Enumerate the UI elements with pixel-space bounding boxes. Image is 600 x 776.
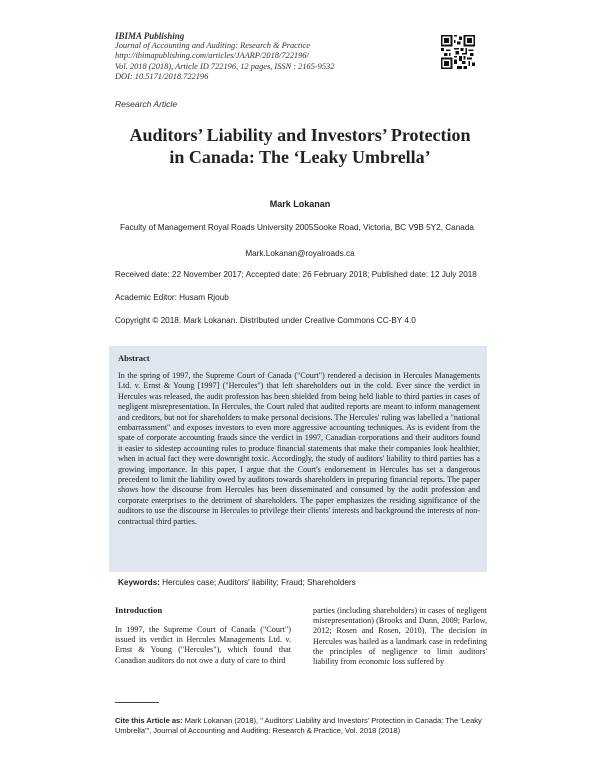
article-url[interactable]: http://ibimapublishing.com/articles/JAARP/2018/722196/ [115,51,309,61]
title-line-2: in Canada: The ‘Leaky Umbrella’ [169,147,431,167]
author-name: Mark Lokanan [269,199,331,209]
keywords-label: Keywords: [118,578,160,587]
author-email[interactable]: Mark.Lokanan@royalroads.ca [245,249,355,258]
affiliation: Faculty of Management Royal Roads University 2005Sooke Road, Victoria, BC V9B 5Y2, Canada [120,223,474,232]
introduction-column-2: parties (including shareholders) in cases of negligent misrepresentation) (Brooks and Dunn, 2009; Parlow, 2012; Rosen and Rosen, 2010). The decision in Hercules was hailed as a landmark case in redefining the principles of negligence to limit auditors' liability from economic loss suffered by [313,606,487,667]
academic-editor: Academic Editor: Husam Rjoub [115,293,229,302]
footnote-divider [115,702,159,703]
citation-text: Mark Lokanan (2018), " Auditors' Liability and Investors' Protection in Canada: The 'Leaky Umbrella'", Journal of Accounting and Auditing: Research & Practice, Vol. 2018 (2018) [115,716,482,735]
doi[interactable]: DOI: 10.5171/2018.722196 [115,71,209,81]
citation-label: Cite this Article as: [115,716,183,725]
paper-title [100,124,500,168]
article-type: Research Article [115,99,178,109]
introduction-heading: Introduction [115,605,163,615]
journal-name: Journal of Accounting and Auditing: Research & Practice [115,41,310,51]
copyright-notice: Copyright © 2018. Mark Lokanan. Distributed under Creative Commons CC-BY 4.0 [115,316,416,325]
qr-code-icon [441,35,475,69]
article-dates: Received date: 22 November 2017; Accepted date: 26 February 2018; Published date: 12 July 2018 [115,270,477,279]
citation-footer [115,716,487,740]
volume-info: Vol. 2018 (2018), Article ID 722196, 12 pages, ISSN : 2165-9532 [115,61,335,71]
abstract-heading: Abstract [118,353,150,363]
introduction-column-1: In 1997, the Supreme Court of Canada ("Court") issued its verdict in Hercules Managements Ltd. v. Ernst & Young ("Hercules"), which found that Canadian auditors do not owe a duty of care to third [115,625,291,665]
keywords-text: Hercules case; Auditors' liability; Fraud; Shareholders [162,578,356,587]
publisher-name: IBIMA Publishing [115,31,185,41]
keywords [118,578,356,587]
title-line-1: Auditors’ Liability and Investors’ Protection [129,125,471,145]
abstract-text: In the spring of 1997, the Supreme Court of Canada ("Court") rendered a decision in Hercules Managements Ltd. v. Ernst & Young [1997] ("Hercules") that left shareholders out in the cold. Ever since the verdict in Hercules was released, the audit profession has been shielded from being held liable to third parties in cases of negligent misrepresentation. In Hercules, the Court ruled that audited reports are meant to inform management and creditors, but not for shareholders to make personal decisions. The Hercules' ruling was labelled a "national embarrassment" and exposes investors to even more aggressive accounting techniques. As is evident from the spate of corporate accounting frauds since the verdict in 1997, Canadian corporations and their auditors found it easier to sidestep accounting rules to produce financial statements that make their companies look healthier, when in actual fact they were downright toxic. Accordingly, the study of auditors' liability to third parties has a growing importance. In this paper, I argue that the Court's endorsement in Hercules has set a dangerous precedent to limit the liability owed by auditors towards shareholders in preparing financial reports. The paper shows how the discourse from Hercules has been disseminated and consumed by the audit profession and corporate enterprises to the detriment of shareholders. The paper emphasizes the residing significance of the auditors to use the discourse in Hercules to privilege their clients' interests and background the interests of non-contractual third parties. [118,371,480,526]
journal-header [115,31,435,82]
